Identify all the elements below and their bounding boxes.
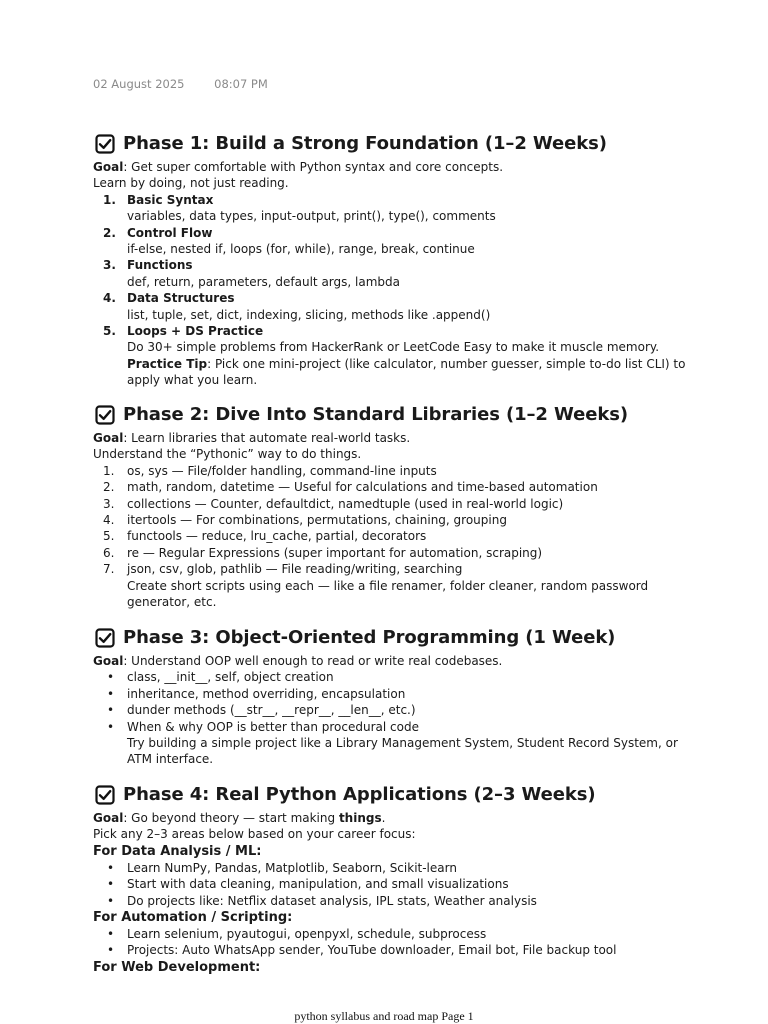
phase-1-list (93, 192, 686, 389)
phase-2-goal: Goal: Learn libraries that automate real-world tasks. (93, 431, 411, 445)
list-item: 1. Basic Syntax variables, data types, input-output, print(), type(), comments (103, 192, 496, 224)
phase-4-section (93, 782, 683, 976)
list-item: • Do projects like: Netflix dataset analysis, IPL stats, Weather analysis (107, 893, 537, 908)
area-heading-web-development: For Web Development: (93, 959, 261, 975)
phase-2-heading (93, 402, 683, 428)
phase-2-title: Phase 2: Dive Into Standard Libraries (1–2 Weeks) (123, 403, 628, 425)
phase-3-list (93, 669, 683, 767)
note-date: 02 August 2025 (93, 77, 185, 91)
phase-2-intro: Understand the “Pythonic” way to do things. (93, 447, 362, 462)
list-item: 4. Data Structures list, tuple, set, dict, indexing, slicing, methods like .append() (103, 291, 491, 322)
phase-3-outro: Try building a simple project like a Library Management System, Student Record System, or (127, 736, 678, 751)
phase-4-intro: Pick any 2–3 areas below based on your career focus: (93, 827, 416, 842)
list-item: 7. json, csv, glob, pathlib — File reading/writing, searching Create short scripts using each — like a file renamer, folder cleaner, random password generator, etc. (93, 561, 683, 610)
practice-tip: Practice Tip: Pick one mini-project (like calculator, number guesser, simple to-do list CLI) to (127, 356, 686, 371)
list-item: 2. Control Flow if-else, nested if, loops (for, while), range, break, continue (103, 225, 475, 257)
list-item: • dunder methods (__str__, __repr__, __len__, etc.) (107, 703, 416, 718)
checkbox-checked-icon (95, 405, 115, 425)
checkbox-checked-icon (95, 628, 115, 648)
phase-3-title: Phase 3: Object-Oriented Programming (1 Week) (123, 626, 616, 648)
phase-1-heading (93, 131, 683, 157)
area-heading-automation: For Automation / Scripting: (93, 910, 293, 926)
data-analysis-list (93, 860, 683, 909)
page-footer: python syllabus and road map Page 1 (294, 1009, 474, 1023)
phase-1-section (93, 131, 686, 389)
list-item: 6. re — Regular Expressions (super important for automation, scraping) (103, 545, 543, 560)
phase-3-heading (93, 625, 683, 651)
list-item: 4. itertools — For combinations, permutations, chaining, grouping (103, 513, 507, 528)
list-item: 5. Loops + DS Practice Do 30+ simple problems from HackerRank or LeetCode Easy to make it muscle memory. Practice Tip: Pick one mini-project (like calculator, number guesser, simple to-do list CLI) to apply what you learn. (103, 324, 686, 388)
list-item: • inheritance, method overriding, encapsulation (107, 686, 406, 701)
phase-4-title: Phase 4: Real Python Applications (2–3 Weeks) (123, 783, 596, 805)
phase-2-section (93, 402, 683, 610)
phase-1-title: Phase 1: Build a Strong Foundation (1–2 Weeks) (123, 132, 607, 154)
checkbox-checked-icon (95, 134, 115, 154)
list-item: • class, __init__, self, object creation (107, 670, 334, 685)
list-item: • Learn selenium, pyautogui, openpyxl, schedule, subprocess (107, 927, 487, 942)
list-item: 3. collections — Counter, defaultdict, namedtuple (used in real-world logic) (103, 496, 564, 511)
list-item: • When & why OOP is better than procedural code Try building a simple project like a Library Management System, Student Record System, or ATM interface. (93, 719, 683, 768)
list-item: 1. os, sys — File/folder handling, command-line inputs (103, 463, 437, 478)
list-item: 3. Functions def, return, parameters, default args, lambda (103, 258, 400, 289)
phase-2-list (93, 463, 683, 611)
phase-1-goal: Goal: Get super comfortable with Python syntax and core concepts. (93, 160, 504, 174)
list-item: • Learn NumPy, Pandas, Matplotlib, Seaborn, Scikit-learn (107, 860, 457, 875)
note-time: 08:07 PM (214, 77, 268, 91)
phase-2-outro: Create short scripts using each — like a file renamer, folder cleaner, random password (127, 578, 649, 593)
list-item: 2. math, random, datetime — Useful for calculations and time-based automation (103, 480, 598, 495)
list-item: • Start with data cleaning, manipulation, and small visualizations (107, 877, 509, 892)
phase-3-goal: Goal: Understand OOP well enough to read or write real codebases. (93, 654, 503, 668)
automation-list (93, 926, 683, 959)
list-item: • Projects: Auto WhatsApp sender, YouTube downloader, Email bot, File backup tool (107, 943, 617, 958)
checkbox-checked-icon (95, 785, 115, 805)
phase-3-section (93, 625, 683, 768)
note-timestamp (93, 77, 268, 91)
area-heading-data-analysis: For Data Analysis / ML: (93, 843, 262, 859)
phase-4-heading (93, 782, 683, 808)
list-item: 5. functools — reduce, lru_cache, partial, decorators (103, 529, 427, 544)
phase-4-goal: Goal: Go beyond theory — start making things. (93, 811, 386, 825)
phase-1-intro: Learn by doing, not just reading. (93, 176, 289, 191)
